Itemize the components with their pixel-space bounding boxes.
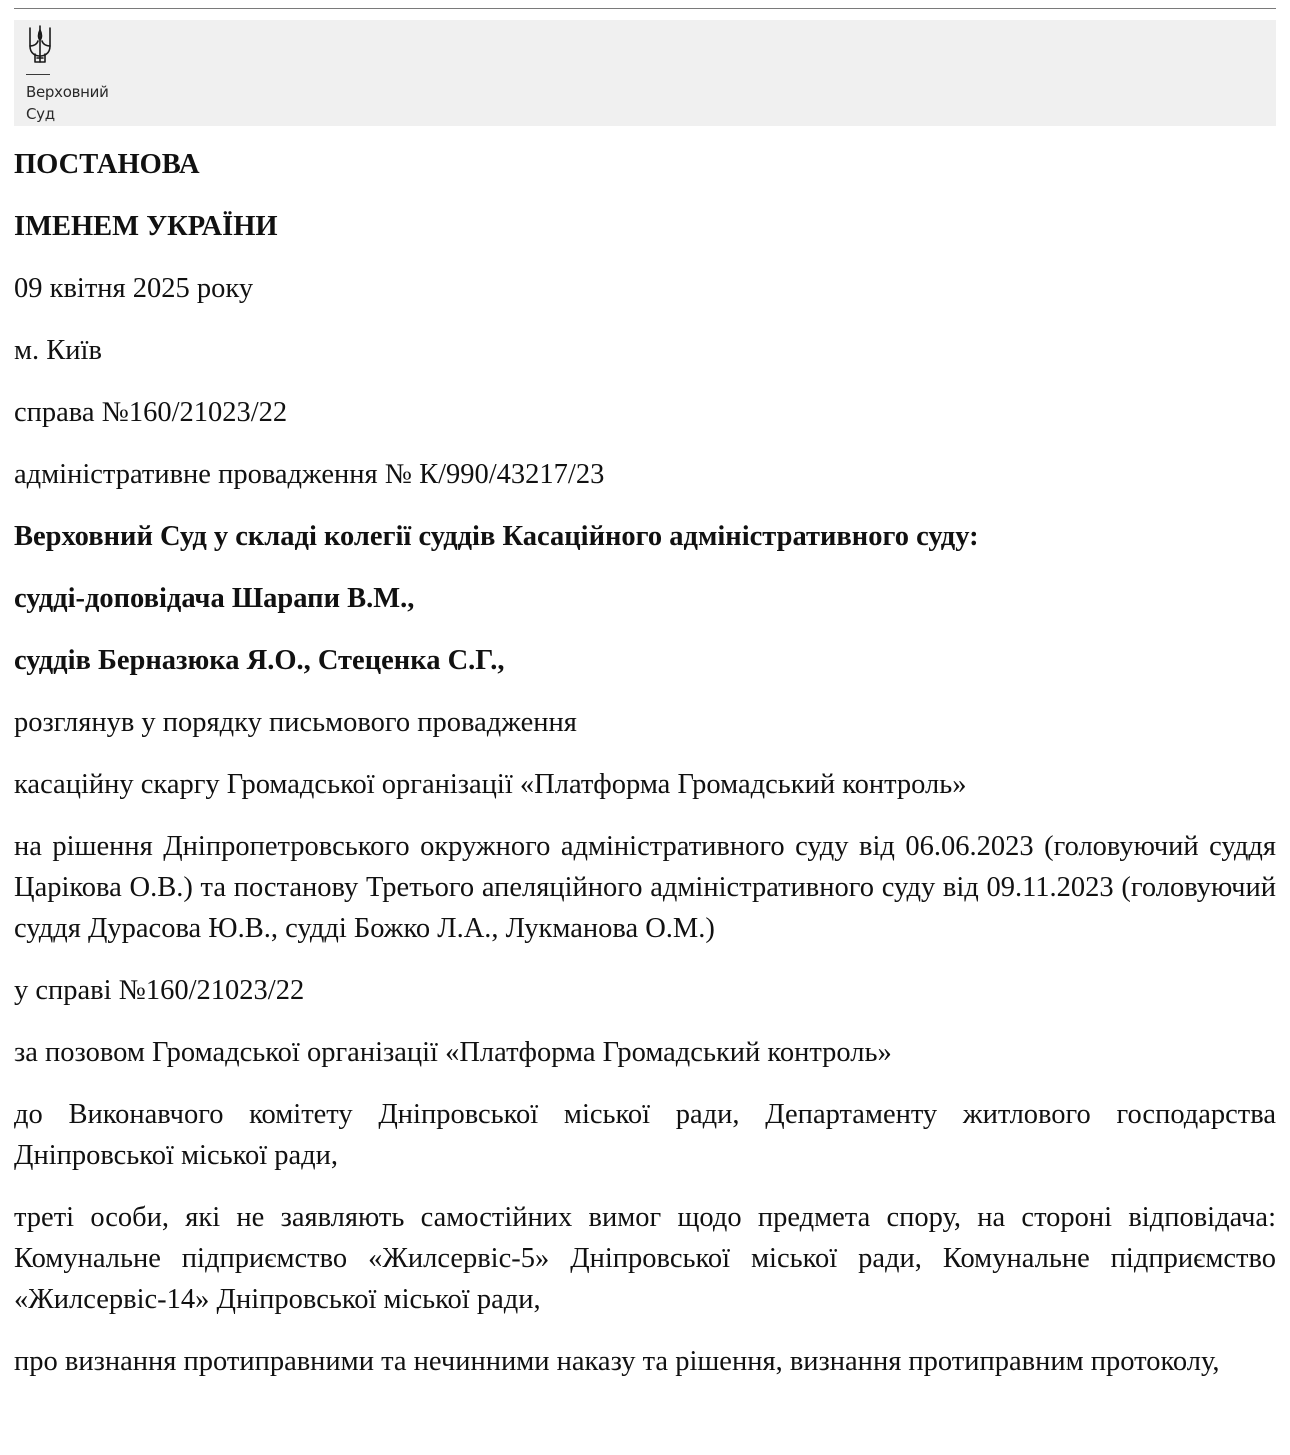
court-name	[26, 81, 186, 125]
decisions-paragraph: на рішення Дніпропетровського окружного адміністративного суду від 06.06.2023 (головуючий суддя Царікова О.В.) та постанову Третього апеляційного адміністративного суду від 09.11.2023 (головуючий суддя Дурасова Ю.В., судді Божко Л.А., Лукманова О.М.)	[14, 831, 1276, 944]
proceeding-number: адміністративне провадження № К/990/43217/23	[14, 459, 605, 490]
third-parties-paragraph: треті особи, які не заявляють самостійних вимог щодо предмета спору, на стороні відповідача: Комунальне підприємство «Жилсервіс-5» Дніпровської міської ради, Комунальне підприємство «Жилсервіс-14» Дніпровської міської ради,	[14, 1202, 1276, 1315]
document-date: 09 квітня 2025 року	[14, 273, 254, 304]
trident-icon	[26, 24, 54, 66]
emblem-underline	[26, 74, 50, 75]
subject-paragraph: про визнання протиправними та нечинними наказу та рішення, визнання протиправним протоколу,	[14, 1346, 1220, 1377]
claim-paragraph: за позовом Громадської організації «Платформа Громадський контроль»	[14, 1037, 892, 1068]
procedure-paragraph: розглянув у порядку письмового провадження	[14, 707, 577, 738]
court-name-line2: Суд	[26, 105, 55, 123]
court-header	[14, 20, 1276, 126]
document-city: м. Київ	[14, 335, 102, 366]
document-title: ПОСТАНОВА	[14, 149, 200, 180]
appeal-paragraph: касаційну скаргу Громадської організації «Платформа Громадський контроль»	[14, 769, 967, 800]
document-body	[14, 144, 1276, 1403]
panel-judges: суддів Берназюка Я.О., Стеценка С.Г.,	[14, 645, 505, 676]
panel-intro: Верховний Суд у складі колегії суддів Касаційного адміністративного суду:	[14, 521, 979, 552]
in-case-paragraph: у справі №160/21023/22	[14, 975, 305, 1006]
court-name-line1: Верховний	[26, 83, 109, 101]
defendants-paragraph: до Виконавчого комітету Дніпровської міської ради, Департаменту житлового господарства Дніпровської міської ради,	[14, 1099, 1276, 1171]
case-number: справа №160/21023/22	[14, 397, 288, 428]
reporting-judge: судді-доповідача Шарапи В.М.,	[14, 583, 415, 614]
document-subtitle: ІМЕНЕМ УКРАЇНИ	[14, 211, 278, 242]
top-divider	[14, 8, 1276, 9]
